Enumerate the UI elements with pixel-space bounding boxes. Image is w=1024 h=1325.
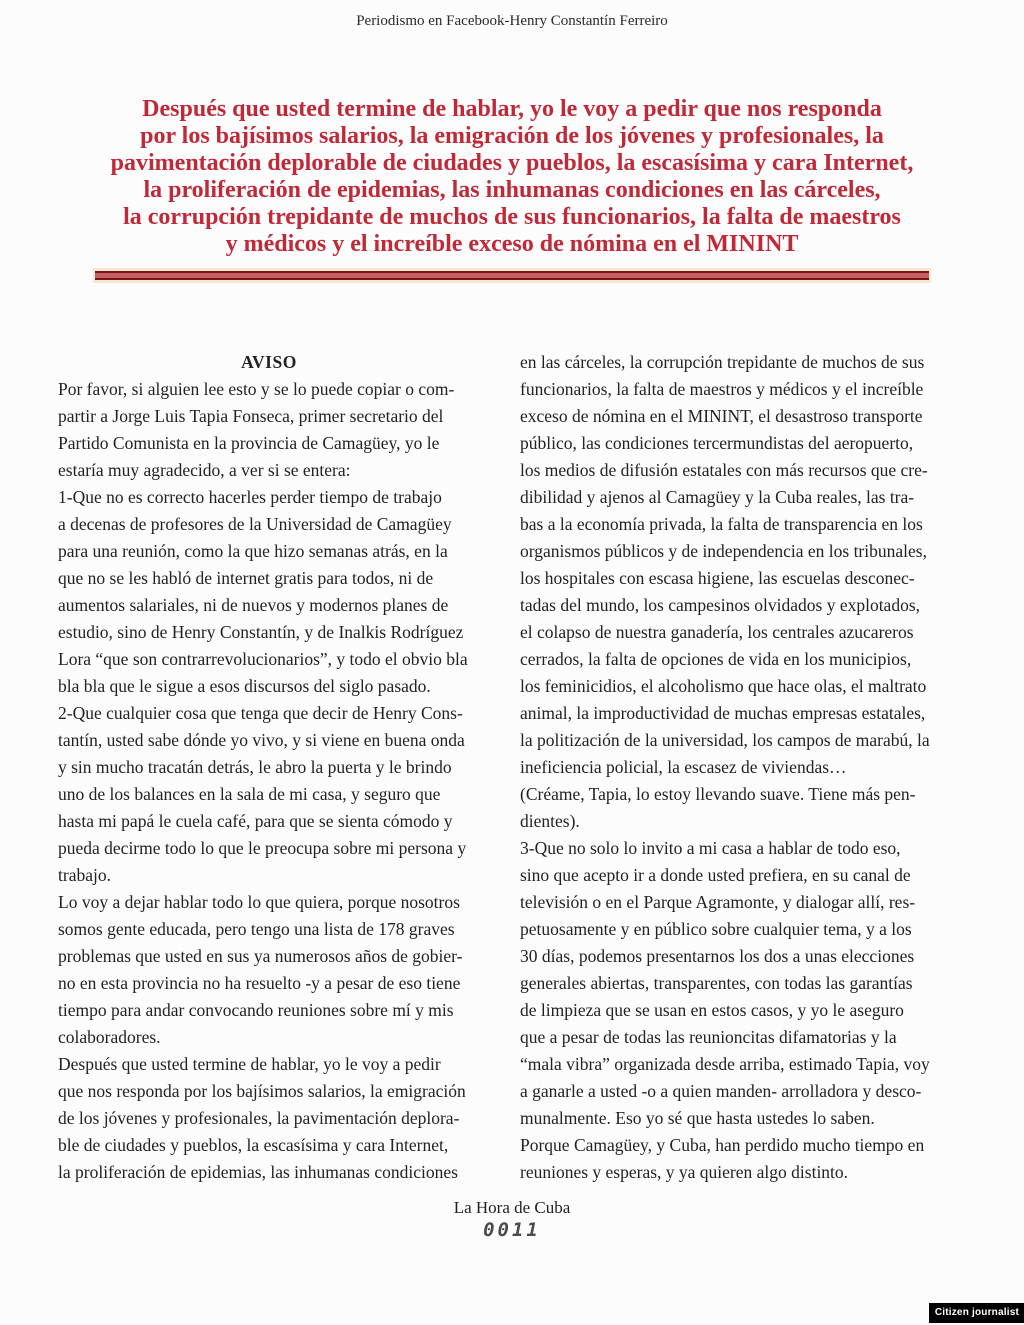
text-line: Partido Comunista en la provincia de Camagüey, yo le [58, 433, 440, 453]
text-line: los medios de difusión estatales con más recursos que cre- [520, 460, 928, 480]
right-column-text [520, 349, 968, 1186]
article-body [0, 349, 1024, 1186]
text-line: la proliferación de epidemias, las inhumanas condiciones en las cárceles, [143, 177, 881, 203]
text-line: petuosamente y en público sobre cualquier tema, y a los [520, 919, 912, 939]
text-line: tadas del mundo, los campesinos olvidados y explotados, [520, 595, 921, 615]
text-line: 1-Que no es correcto hacerles perder tiempo de trabajo [58, 487, 442, 507]
text-line: cerrados, la falta de opciones de vida en los municipios, [520, 649, 912, 669]
red-divider [93, 268, 931, 283]
text-line: los feminicidios, el alcoholismo que hace olas, el maltrato [520, 676, 927, 696]
text-line: bas a la economía privada, la falta de transparencia en los [520, 514, 923, 534]
text-line: tantín, usted sabe dónde yo vivo, y si viene en buena onda [58, 730, 465, 750]
text-line: Después que usted termine de hablar, yo le voy a pedir que nos responda [142, 96, 882, 122]
text-line: la proliferación de epidemias, las inhumanas condiciones [58, 1162, 458, 1182]
text-line: y sin mucho tracatán detrás, le abro la puerta y le brindo [58, 757, 452, 777]
right-column [520, 349, 968, 1186]
text-line: de los jóvenes y profesionales, la pavimentación deplora- [58, 1108, 460, 1128]
text-line: reuniones y esperas, y ya quieren algo distinto. [520, 1162, 849, 1182]
text-line: que nos responda por los bajísimos salarios, la emigración [58, 1081, 466, 1101]
text-line: aumentos salariales, ni de nuevos y modernos planes de [58, 595, 449, 615]
text-line: 3-Que no solo lo invito a mi casa a hablar de todo eso, [520, 838, 901, 858]
text-line: Por favor, si alguien lee esto y se lo puede copiar o com- [58, 379, 455, 399]
text-line: que a pesar de todas las reunioncitas difamatorias y la [520, 1027, 897, 1047]
text-line: funcionarios, la falta de maestros y médicos y el increíble [520, 379, 924, 399]
text-line: público, las condiciones tercermundistas del aeropuerto, [520, 433, 914, 453]
text-line: bla bla que le sigue a esos discursos del siglo pasado. [58, 676, 431, 696]
text-line: a decenas de profesores de la Universidad de Camagüey [58, 514, 452, 534]
text-line: Lora “que son contrarrevolucionarios”, y todo el obvio bla [58, 649, 468, 669]
text-line: tiempo para andar convocando reuniones sobre mí y mis [58, 1000, 454, 1020]
text-line: en las cárceles, la corrupción trepidante de muchos de sus [520, 352, 925, 372]
text-line: (Créame, Tapia, lo estoy llevando suave. Tiene más pen- [520, 784, 916, 804]
text-line: y médicos y el increíble exceso de nómina en el MININT [225, 231, 799, 257]
text-line: 30 días, podemos presentarnos los dos a unas elecciones [520, 946, 915, 966]
notice-heading: AVISO [241, 352, 297, 372]
text-line: pavimentación deplorable de ciudades y pueblos, la escasísima y cara Internet, [110, 150, 914, 176]
text-line: organismos públicos y de independencia en los tribunales, [520, 541, 927, 561]
text-line: a ganarle a usted -o a quien manden- arrolladora y desco- [520, 1081, 922, 1101]
text-line: Lo voy a dejar hablar todo lo que quiera, porque nosotros [58, 892, 460, 912]
red-divider-bar [95, 271, 929, 280]
text-line: dibilidad y ajenos al Camagüey y la Cuba reales, las tra- [520, 487, 915, 507]
text-line: ineficiencia policial, la escasez de viviendas… [520, 757, 847, 777]
text-line: para una reunión, como la que hizo semanas atrás, en la [58, 541, 448, 561]
text-line: pueda decirme todo lo que le preocupa sobre mi persona y [58, 838, 467, 858]
text-line: Después que usted termine de hablar, yo le voy a pedir [58, 1054, 441, 1074]
text-line: generales abiertas, transparentes, con todas las garantías [520, 973, 913, 993]
text-line: el colapso de nuestra ganadería, los centrales azucareros [520, 622, 914, 642]
text-line: dientes). [520, 811, 580, 831]
text-line: 2-Que cualquier cosa que tenga que decir de Henry Cons- [58, 703, 463, 723]
text-line: trabajo. [58, 865, 111, 885]
text-line: animal, la improductividad de muchas empresas estatales, [520, 703, 926, 723]
text-line: partir a Jorge Luis Tapia Fonseca, primer secretario del [58, 406, 444, 426]
text-line: que no se les habló de internet gratis para todos, ni de [58, 568, 434, 588]
text-line: exceso de nómina en el MININT, el desastroso transporte [520, 406, 923, 426]
text-line: “mala vibra” organizada desde arriba, estimado Tapia, voy [520, 1054, 930, 1074]
publication-name: La Hora de Cuba [453, 1198, 571, 1217]
text-line: de limpieza que se usan en estos casos, y yo le aseguro [520, 1000, 904, 1020]
text-line: no en esta provincia no ha resuelto -y a pesar de eso tiene [58, 973, 461, 993]
text-line: sino que acepto ir a donde usted prefiera, en su canal de [520, 865, 911, 885]
text-line: la politización de la universidad, los campos de marabú, la [520, 730, 930, 750]
text-line: los hospitales con escasa higiene, las escuelas desconec- [520, 568, 915, 588]
citizen-journalist-badge: Citizen journalist [929, 1303, 1024, 1323]
left-column-text [58, 376, 510, 1186]
text-line: la corrupción trepidante de muchos de sus funcionarios, la falta de maestros [123, 204, 901, 230]
text-line: por los bajísimos salarios, la emigración de los jóvenes y profesionales, la [140, 123, 884, 149]
text-line: hasta mi papá le cuela café, para que se sienta cómodo y [58, 811, 453, 831]
text-line: problemas que usted en sus ya numerosos años de gobier- [58, 946, 463, 966]
text-line: estudio, sino de Henry Constantín, y de Inalkis Rodríguez [58, 622, 464, 642]
text-line: ble de ciudades y pueblos, la escasísima y cara Internet, [58, 1135, 449, 1155]
text-line: televisión o en el Parque Agramonte, y dialogar allí, res- [520, 892, 916, 912]
headline [0, 90, 1024, 257]
document-header-title: Periodismo en Facebook-Henry Constantín Ferreiro [356, 13, 668, 29]
text-line: somos gente educada, pero tengo una lista de 178 graves [58, 919, 455, 939]
text-line: Porque Camagüey, y Cuba, han perdido mucho tiempo en [520, 1135, 925, 1155]
text-line: estaría muy agradecido, a ver si se entera: [58, 460, 351, 480]
text-line: uno de los balances en la sala de mi casa, y seguro que [58, 784, 441, 804]
text-line: colaboradores. [58, 1027, 161, 1047]
left-column [58, 349, 510, 1186]
page-counter: 0011 [483, 1219, 541, 1241]
text-line: munalmente. Eso yo sé que hasta ustedes lo saben. [520, 1108, 875, 1128]
